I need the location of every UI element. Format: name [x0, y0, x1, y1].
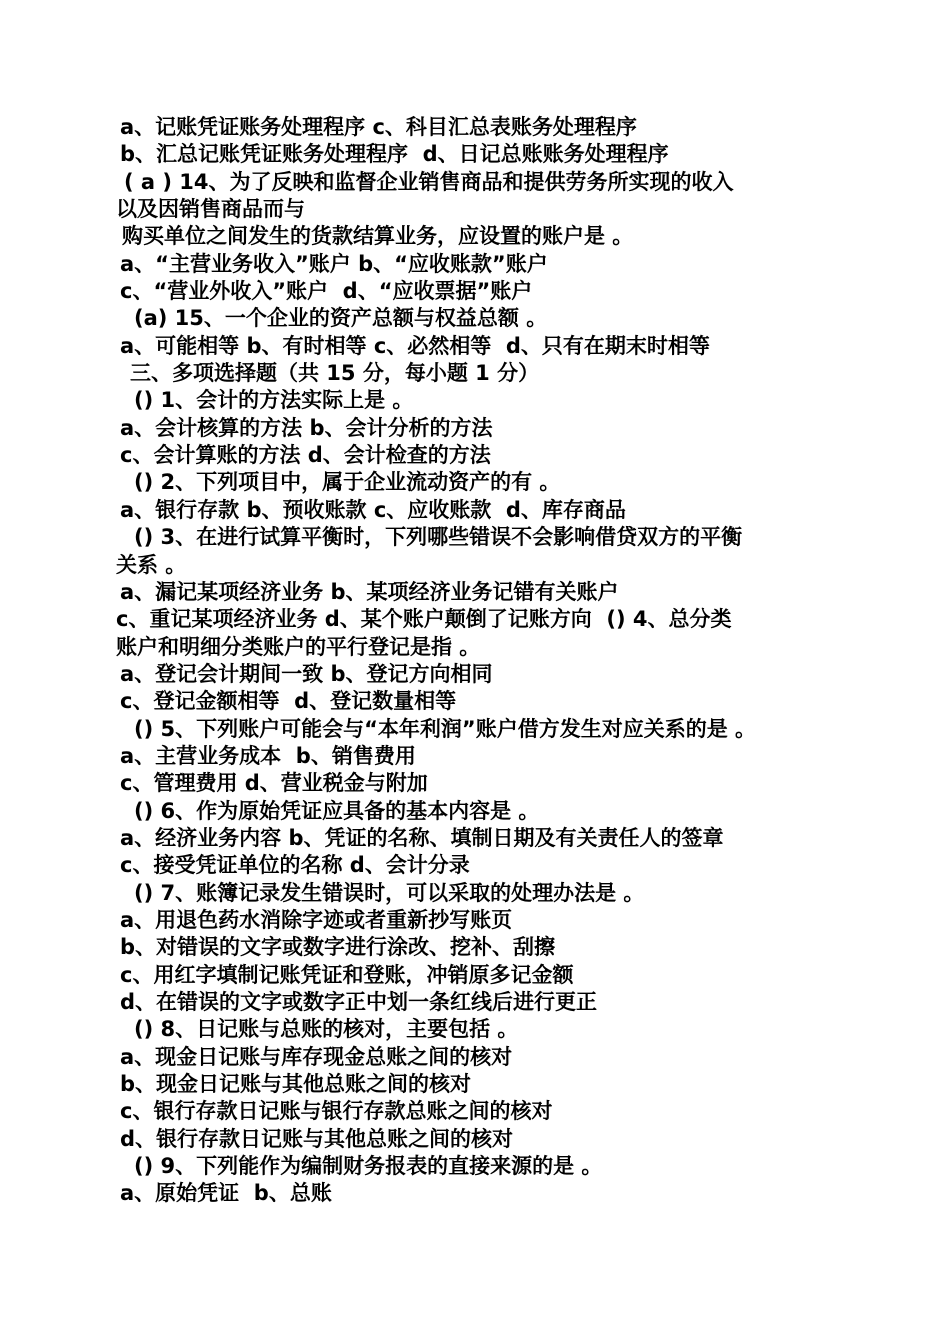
document-line: c、接受凭证单位的名称 d、会计分录 — [120, 853, 470, 878]
document-line: () 5、下列账户可能会与“本年利润”账户借方发生对应关系的是 。 — [134, 716, 757, 741]
document-line: a、经济业务内容 b、凭证的名称、填制日期及有关责任人的签章 — [120, 825, 724, 850]
document-line: c、银行存款日记账与银行存款总账之间的核对 — [120, 1099, 553, 1124]
document-line: a、用退色药水消除字迹或者重新抄写账页 — [120, 907, 513, 932]
document-line: () 6、作为原始凭证应具备的基本内容是 。 — [134, 798, 540, 823]
document-line: a、现金日记账与库存现金总账之间的核对 — [120, 1044, 513, 1069]
document-line: a、记账凭证账务处理程序 c、科目汇总表账务处理程序 — [120, 115, 637, 139]
document-line: () 3、在进行试算平衡时，下列哪些错误不会影响借贷双方的平衡 — [134, 525, 743, 550]
document-line: () 1、会计的方法实际上是 。 — [134, 388, 414, 413]
document-line: () 8、日记账与总账的核对，主要包括 。 — [134, 1017, 519, 1042]
document-line: c、用红字填制记账凭证和登账，冲销原多记金额 — [120, 962, 574, 987]
document-line: 以及因销售商品而与 — [116, 197, 305, 222]
document-body — [0, 114, 950, 1208]
document-line: 购买单位之间发生的货款结算业务，应设置的账户是 。 — [122, 224, 634, 249]
document-line: b、对错误的文字或数字进行涂改、挖补、刮擦 — [120, 935, 556, 960]
document-line: b、汇总记账凭证账务处理程序 d、日记总账账务处理程序 — [120, 142, 669, 167]
document-line: c、重记某项经济业务 d、某个账户颠倒了记账方向 () 4、总分类 — [116, 607, 732, 632]
document-line: c、会计算账的方法 d、会计检查的方法 — [120, 443, 491, 468]
document-line: a、会计核算的方法 b、会计分析的方法 — [120, 415, 493, 440]
document-line: c、登记金额相等 d、登记数量相等 — [120, 689, 457, 714]
document-line: a、原始凭证 b、总账 — [120, 1181, 332, 1206]
document-line: a、主营业务成本 b、销售费用 — [120, 743, 416, 768]
document-line: a、银行存款 b、预收账款 c、应收账款 d、库存商品 — [120, 497, 626, 522]
document-line: a、可能相等 b、有时相等 c、必然相等 d、只有在期末时相等 — [120, 333, 710, 358]
document-line: d、银行存款日记账与其他总账之间的核对 — [120, 1126, 514, 1151]
document-line: c、管理费用 d、营业税金与附加 — [120, 771, 428, 796]
document-line: (a) 15、一个企业的资产总额与权益总额 。 — [134, 306, 548, 331]
document-line: a、登记会计期间一致 b、登记方向相同 — [120, 661, 493, 686]
document-line: 账户和明细分类账户的平行登记是指 。 — [116, 634, 481, 659]
document-line: ( a ) 14、为了反映和监督企业销售商品和提供劳务所实现的收入 — [124, 169, 734, 194]
document-line: a、“主营业务收入”账户 b、“应收账款”账户 — [120, 251, 548, 276]
document-line: () 9、下列能作为编制财务报表的直接来源的是 。 — [134, 1154, 603, 1179]
document-line: c、“营业外收入”账户 d、“应收票据”账户 — [120, 279, 533, 304]
document-line: 三、多项选择题（共 15 分，每小题 1 分） — [130, 361, 540, 386]
document-line: b、现金日记账与其他总账之间的核对 — [120, 1072, 472, 1097]
document-line: d、在错误的文字或数字正中划一条红线后进行更正 — [120, 990, 598, 1014]
document-line: () 2、下列项目中，属于企业流动资产的有 。 — [134, 470, 561, 495]
document-line: () 7、账簿记录发生错误时，可以采取的处理办法是 。 — [134, 880, 645, 905]
document-line: 关系 。 — [116, 552, 187, 577]
document-line: a、漏记某项经济业务 b、某项经济业务记错有关账户 — [120, 579, 619, 604]
